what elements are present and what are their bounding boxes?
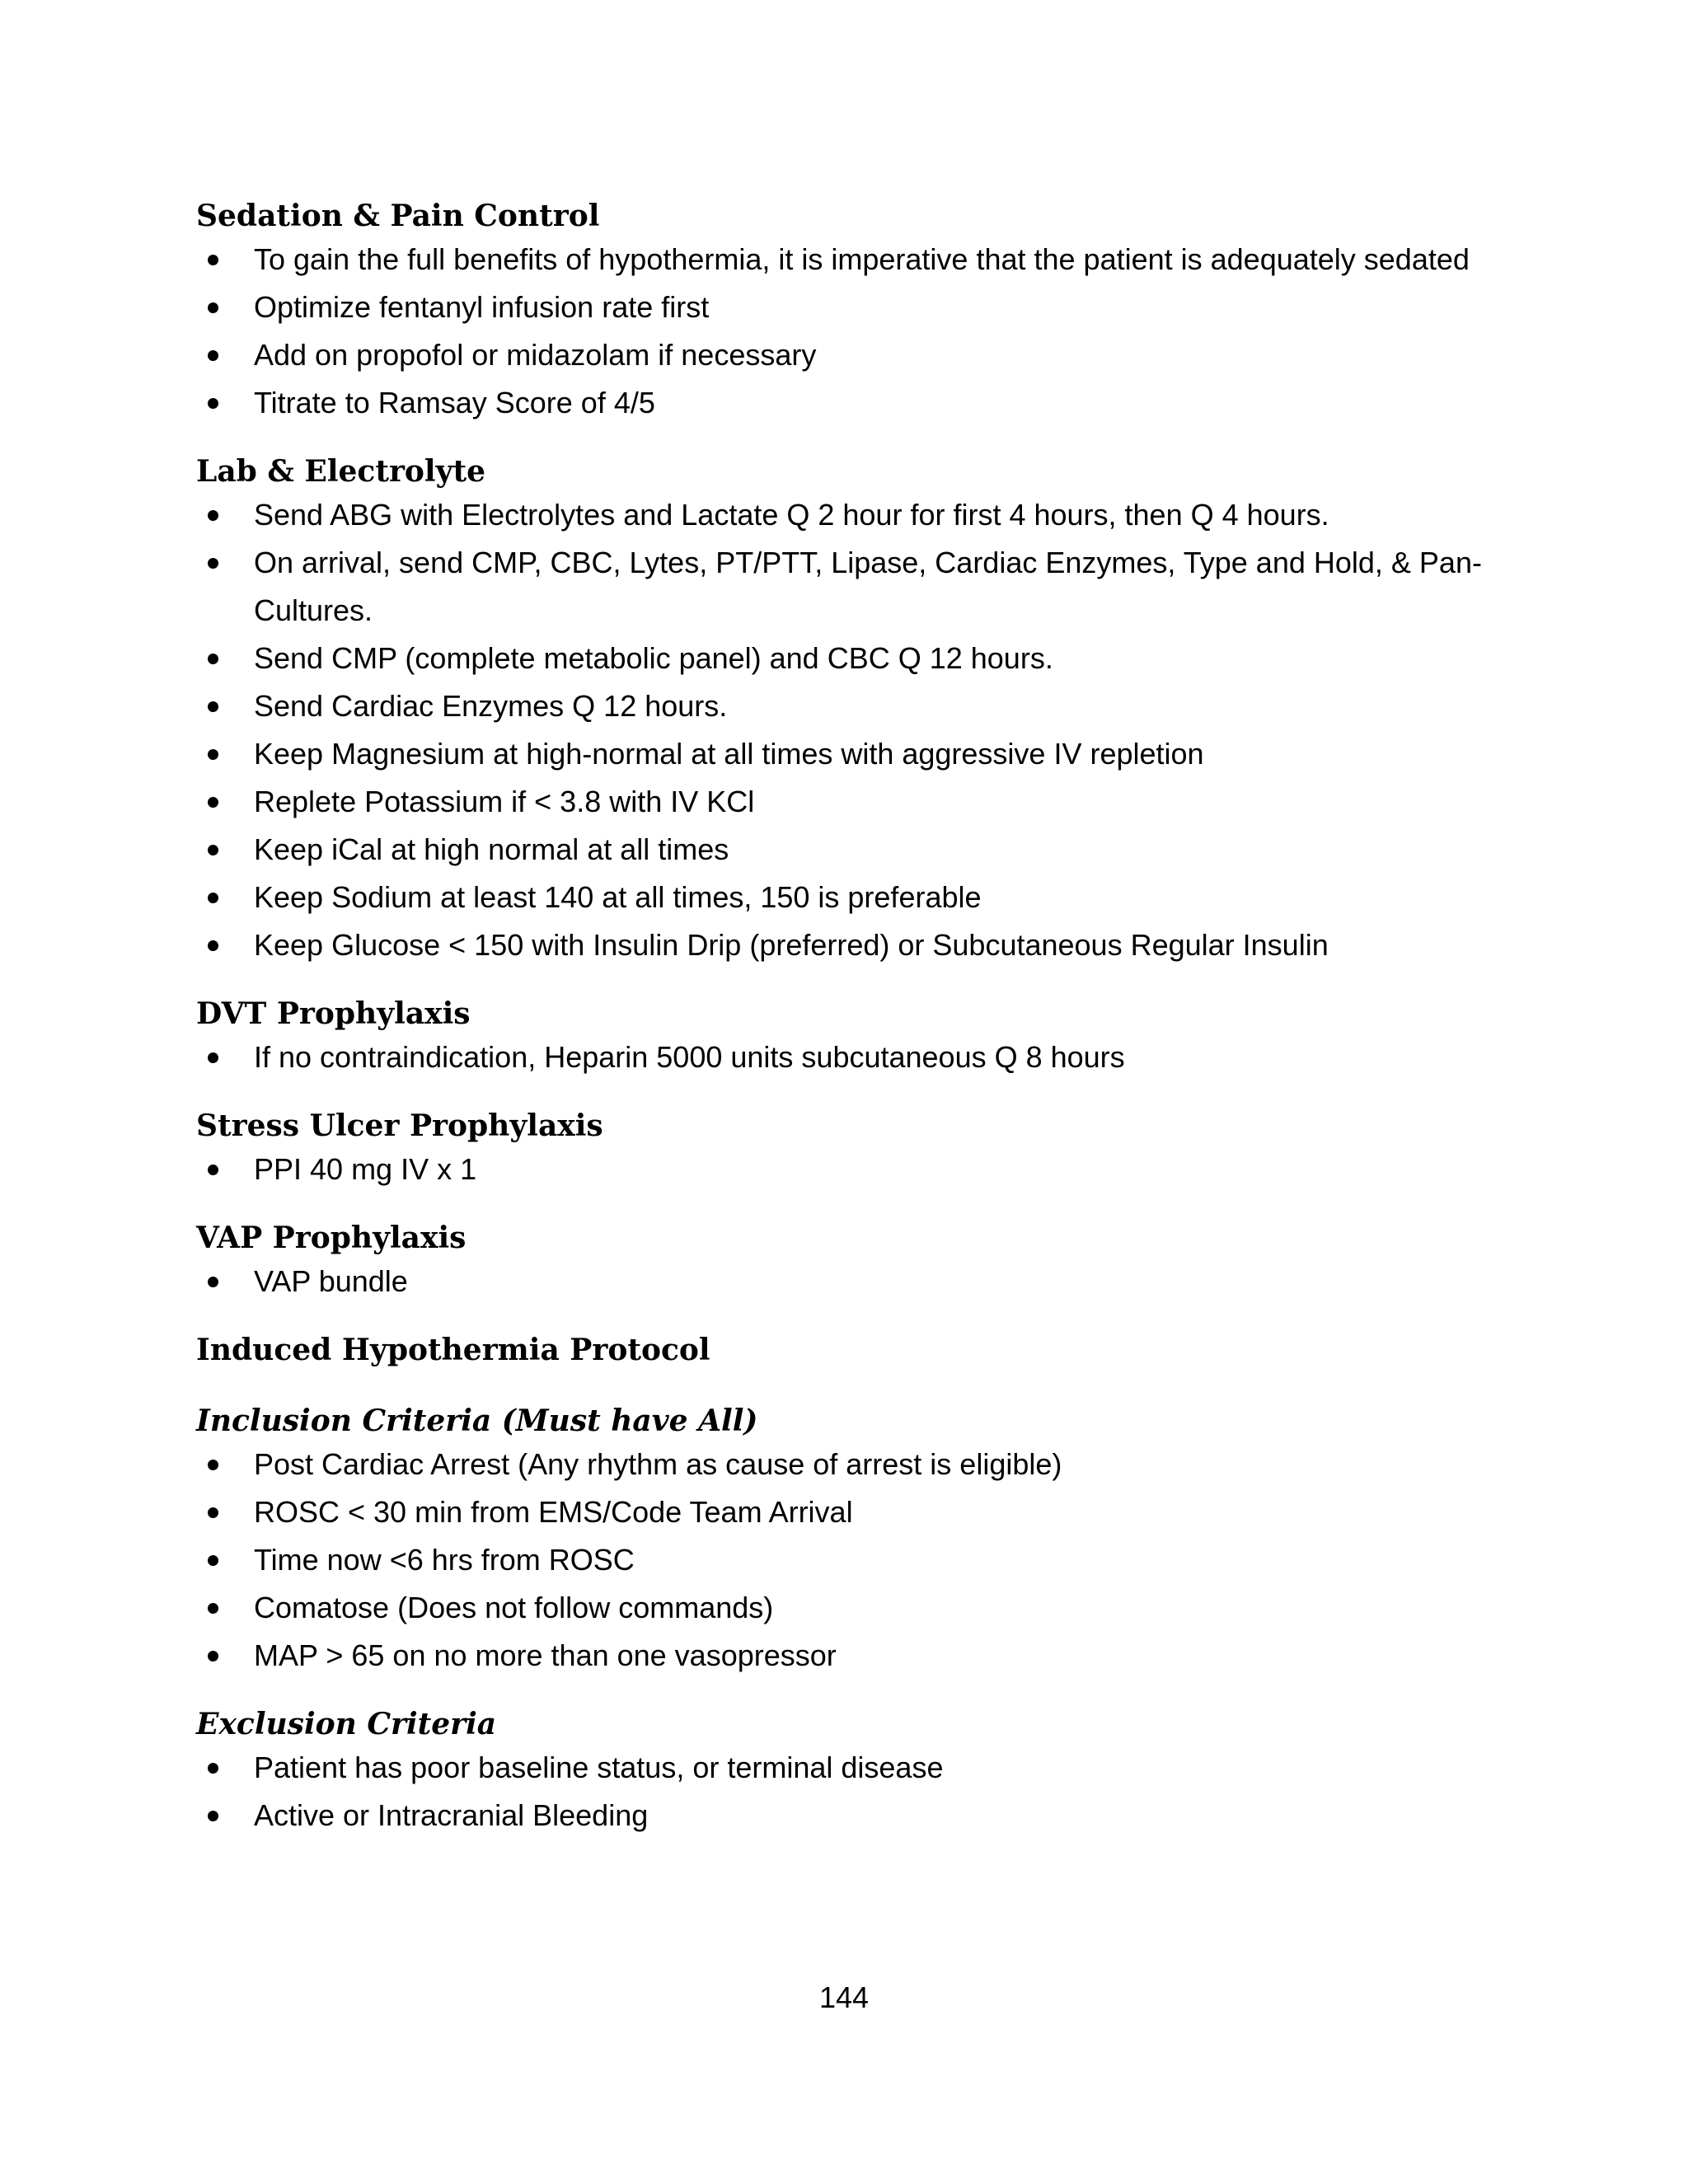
- list-item-text: To gain the full benefits of hypothermia, it is imperative that the patient is adequately sedated: [254, 242, 1470, 276]
- list-item: [196, 730, 1498, 778]
- bullet-icon: [208, 701, 218, 712]
- bullet-icon: [208, 510, 218, 521]
- list-item: [196, 1632, 1498, 1680]
- list-item-text: Send Cardiac Enzymes Q 12 hours.: [254, 689, 728, 723]
- list-item: [196, 1441, 1498, 1488]
- section-heading: Sedation & Pain Control: [196, 199, 600, 233]
- bullet-icon: [208, 893, 218, 903]
- list-item: [196, 921, 1498, 969]
- section-vap-prophylaxis: [196, 1218, 1498, 1305]
- list-item: [196, 874, 1498, 921]
- list-item: [196, 236, 1498, 284]
- list-item-text: If no contraindication, Heparin 5000 units subcutaneous Q 8 hours: [254, 1040, 1125, 1074]
- bullet-icon: [208, 1460, 218, 1470]
- list-item-text: Keep Sodium at least 140 at all times, 150 is preferable: [254, 880, 982, 914]
- list-item: [196, 826, 1498, 874]
- list-item: [196, 491, 1498, 539]
- list-item: [196, 539, 1498, 635]
- page-content: [196, 196, 1498, 1840]
- list-item: [196, 379, 1498, 427]
- bullet-icon: [208, 1555, 218, 1566]
- list-item: [196, 284, 1498, 331]
- bullet-icon: [208, 350, 218, 361]
- list-item: [196, 1033, 1498, 1081]
- bullet-icon: [208, 749, 218, 760]
- section-lab-electrolyte: [196, 452, 1498, 969]
- list-item: [196, 1584, 1498, 1632]
- list-item: [196, 331, 1498, 379]
- list-item-text: VAP bundle: [254, 1264, 408, 1298]
- list-item: [196, 1792, 1498, 1840]
- subsection-heading: Inclusion Criteria (Must have All): [196, 1404, 758, 1438]
- list-item-text: MAP > 65 on no more than one vasopressor: [254, 1638, 837, 1672]
- section-stress-ulcer-prophylaxis: [196, 1106, 1498, 1193]
- spacer: [196, 427, 1498, 452]
- spacer: [196, 969, 1498, 994]
- list-item-text: Time now <6 hrs from ROSC: [254, 1543, 635, 1577]
- bullet-icon: [208, 1763, 218, 1774]
- spacer: [196, 1193, 1498, 1218]
- bullet-icon: [208, 255, 218, 265]
- spacer: [196, 1305, 1498, 1330]
- list-item-text: Replete Potassium if < 3.8 with IV KCl: [254, 785, 755, 818]
- list-item: [196, 635, 1498, 682]
- bullet-icon: [208, 558, 218, 569]
- bullet-list: [196, 1258, 1498, 1305]
- bullet-icon: [208, 1277, 218, 1287]
- page-number: 144: [818, 1980, 870, 2014]
- section-heading: Induced Hypothermia Protocol: [196, 1333, 710, 1367]
- list-item-text: ROSC < 30 min from EMS/Code Team Arrival: [254, 1495, 853, 1529]
- list-item-text: Titrate to Ramsay Score of 4/5: [254, 386, 655, 419]
- list-item-text: Keep iCal at high normal at all times: [254, 832, 729, 866]
- section-dvt-prophylaxis: [196, 994, 1498, 1081]
- section-induced-hypothermia-protocol: [196, 1330, 1498, 1370]
- bullet-list: [196, 1033, 1498, 1081]
- bullet-icon: [208, 797, 218, 808]
- list-item: [196, 1146, 1498, 1193]
- list-item: [196, 1488, 1498, 1536]
- bullet-icon: [208, 1811, 218, 1821]
- list-item: [196, 682, 1498, 730]
- list-item-text: On arrival, send CMP, CBC, Lytes, PT/PTT, Lipase, Cardiac Enzymes, Type and Hold, & Pan-Cultures.: [254, 546, 1482, 627]
- bullet-list: [196, 1744, 1498, 1840]
- section-heading: Lab & Electrolyte: [196, 454, 486, 489]
- list-item-text: Keep Magnesium at high-normal at all times with aggressive IV repletion: [254, 737, 1204, 771]
- section-heading: DVT Prophylaxis: [196, 996, 471, 1031]
- bullet-icon: [208, 398, 218, 409]
- section-sedation: [196, 196, 1498, 427]
- spacer: [196, 1370, 1498, 1401]
- bullet-icon: [208, 302, 218, 313]
- list-item: [196, 1536, 1498, 1584]
- list-item: [196, 778, 1498, 826]
- list-item-text: Patient has poor baseline status, or terminal disease: [254, 1750, 944, 1784]
- bullet-list: [196, 1441, 1498, 1680]
- list-item: [196, 1744, 1498, 1792]
- list-item-text: Comatose (Does not follow commands): [254, 1591, 774, 1624]
- section-heading: VAP Prophylaxis: [196, 1221, 467, 1255]
- list-item-text: Active or Intracranial Bleeding: [254, 1798, 649, 1832]
- list-item-text: Send ABG with Electrolytes and Lactate Q 2 hour for first 4 hours, then Q 4 hours.: [254, 498, 1329, 532]
- spacer: [196, 1081, 1498, 1106]
- list-item-text: Send CMP (complete metabolic panel) and CBC Q 12 hours.: [254, 641, 1053, 675]
- bullet-icon: [208, 1052, 218, 1063]
- bullet-icon: [208, 654, 218, 664]
- list-item-text: Post Cardiac Arrest (Any rhythm as cause of arrest is eligible): [254, 1447, 1062, 1481]
- bullet-list: [196, 491, 1498, 969]
- bullet-icon: [208, 1507, 218, 1518]
- list-item-text: Keep Glucose < 150 with Insulin Drip (preferred) or Subcutaneous Regular Insulin: [254, 928, 1329, 962]
- bullet-icon: [208, 940, 218, 951]
- section-exclusion-criteria: [196, 1704, 1498, 1840]
- bullet-list: [196, 1146, 1498, 1193]
- bullet-icon: [208, 1651, 218, 1661]
- spacer: [196, 1680, 1498, 1704]
- list-item-text: Optimize fentanyl infusion rate first: [254, 290, 710, 324]
- bullet-list: [196, 236, 1498, 427]
- list-item: [196, 1258, 1498, 1305]
- section-inclusion-criteria: [196, 1401, 1498, 1680]
- list-item-text: Add on propofol or midazolam if necessary: [254, 338, 817, 372]
- list-item-text: PPI 40 mg IV x 1: [254, 1152, 477, 1186]
- bullet-icon: [208, 1165, 218, 1175]
- bullet-icon: [208, 1603, 218, 1614]
- subsection-heading: Exclusion Criteria: [196, 1707, 497, 1741]
- section-heading: Stress Ulcer Prophylaxis: [196, 1108, 603, 1143]
- bullet-icon: [208, 845, 218, 855]
